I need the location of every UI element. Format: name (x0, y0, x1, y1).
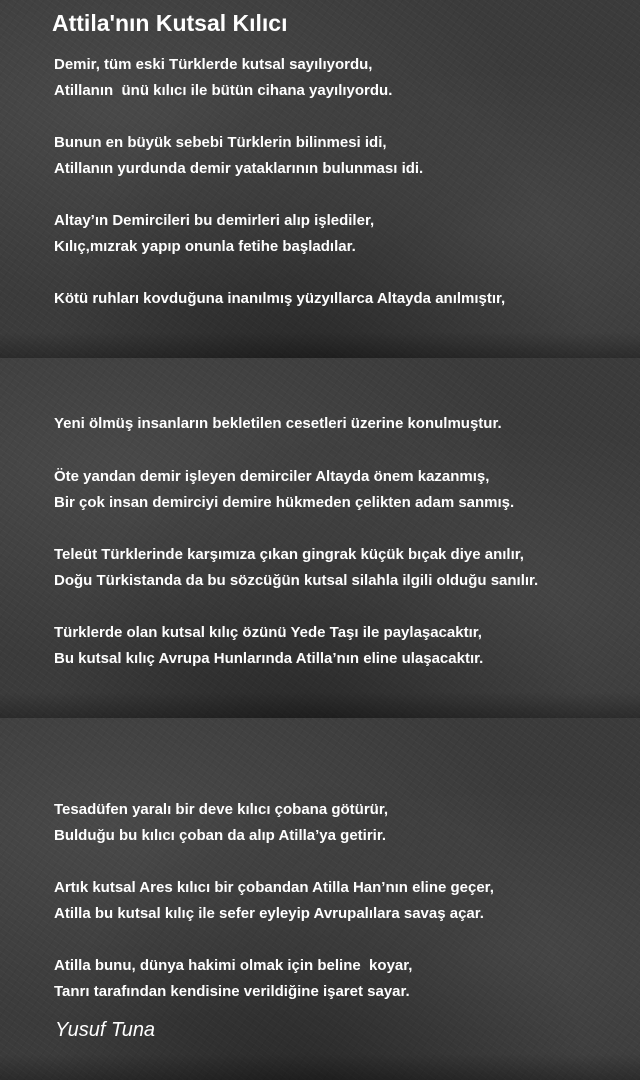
stanza-2 (54, 130, 423, 182)
poem-line: Atilla bunu, dünya hakimi olmak için beline koyar, (54, 957, 413, 974)
poem-line: Türklerde olan kutsal kılıç özünü Yede Taşı ile paylaşacaktır, (54, 624, 482, 641)
stanza-10 (54, 875, 494, 927)
stanza-7 (54, 542, 538, 594)
poem-line: Kötü ruhları kovduğuna inanılmış yüzyıllarca Altayda anılmıştır, (54, 290, 506, 307)
poem-line: Demir, tüm eski Türklerde kutsal sayılıyordu, (54, 56, 373, 73)
poem-line: Tanrı tarafından kendisine verildiğine işaret sayar. (54, 983, 410, 1000)
poem-author: Yusuf Tuna (55, 1019, 156, 1041)
stanza-3 (54, 208, 374, 260)
stanza-4 (54, 286, 505, 312)
poem-line: Artık kutsal Ares kılıcı bir çobandan Atilla Han’nın eline geçer, (54, 879, 494, 896)
poem-line: Atillanın yurdunda demir yataklarının bulunması idi. (54, 160, 424, 177)
stanza-8 (54, 620, 483, 672)
stanza-1 (54, 52, 392, 104)
poem-line: Öte yandan demir işleyen demirciler Altayda önem kazanmış, (54, 468, 490, 485)
stanza-5 (54, 411, 502, 437)
poem-line: Teleüt Türklerinde karşımıza çıkan gingrak küçük bıçak diye anılır, (54, 546, 524, 563)
poem-line: Atillanın ünü kılıcı ile bütün cihana yayılıyordu. (54, 82, 393, 99)
poem-line: Bunun en büyük sebebi Türklerin bilinmesi idi, (54, 134, 387, 151)
poem-title: Attila'nın Kutsal Kılıcı (52, 10, 288, 36)
poem-line: Atilla bu kutsal kılıç ile sefer eyleyip Avrupalılara savaş açar. (54, 905, 484, 922)
poem-line: Bir çok insan demirciyi demire hükmeden çelikten adam sanmış. (54, 494, 515, 511)
poem-line: Bulduğu bu kılıcı çoban da alıp Atilla’ya getirir. (54, 827, 386, 844)
poem-line: Yeni ölmüş insanların bekletilen cesetleri üzerine konulmuştur. (54, 415, 502, 432)
stanza-6 (54, 464, 514, 516)
poem-line: Altay’ın Demircileri bu demirleri alıp işlediler, (54, 212, 375, 229)
poem-line: Kılıç,mızrak yapıp onunla fetihe başladılar. (54, 238, 356, 255)
poem-line: Tesadüfen yaralı bir deve kılıcı çobana götürür, (54, 801, 388, 818)
stanza-9 (54, 797, 388, 849)
stanza-11 (54, 953, 412, 1005)
poem-line: Bu kutsal kılıç Avrupa Hunlarında Atilla’nın eline ulaşacaktır. (54, 650, 484, 667)
poem-line: Doğu Türkistanda da bu sözcüğün kutsal silahla ilgili olduğu sanılır. (54, 572, 539, 589)
